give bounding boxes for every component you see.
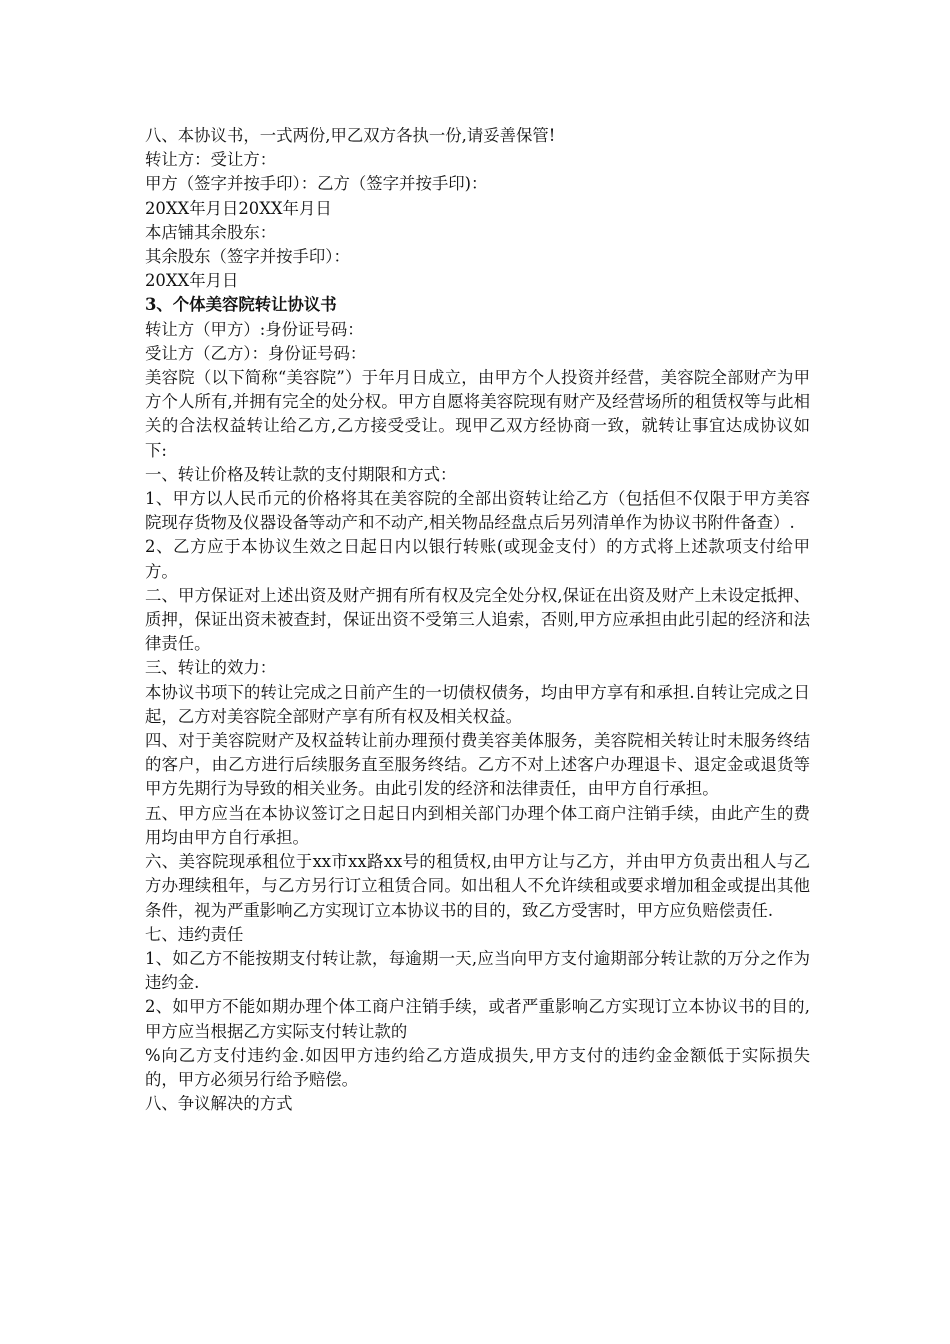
clause-7-heading: 七、违约责任 [145,924,244,944]
other-shareholders-signature: 其余股东（签字并按手印）： [145,247,350,267]
clause-4: 四、对于美容院财产及权益转让前办理预付费美容美体服务，美容院相关转让时未服务终结的客户，由乙方进行后续服务直至服务终结。乙方不对上述客户办理退卡、退定金或退货等甲方先期行为导致的相关业务。由此引发的经济和法律责任，由甲方自行承担。 [145,731,810,799]
clause-2: 二、甲方保证对上述出资及财产拥有所有权及完全处分权,保证在出资及财产上未设定抵押、质押，保证出资未被查封，保证出资不受第三人追索，否则,甲方应承担由此引起的经济和法律责任。 [145,585,810,654]
clause-1-item-1: 1、甲方以人民币元的价格将其在美容院的全部出资转让给乙方（包括但不仅限于甲方美容院现存货物及仪器设备等动产和不动产,相关物品经盘点后另列清单作为协议书附件备查）. [145,489,810,533]
clause-7-item-2: 2、如甲方不能如期办理个体工商户注销手续，或者严重影响乙方实现订立本协议书的目的,甲方应当根据乙方实际支付转让款的 [145,997,810,1041]
other-shareholders-label: 本店铺其余股东： [145,222,277,242]
clause-7-item-1: 1、如乙方不能按期支付转让款，每逾期一天,应当向甲方支付逾期部分转让款的万分之作为违约金. [145,948,810,993]
clause-6: 六、美容院现承租位于xx市xx路xx号的租赁权,由甲方让与乙方，并由甲方负责出租人与乙方办理续租年，与乙方另行订立租赁合同。如出租人不允许续租或要求增加租金或提出其他条件，视为严重影响乙方实现订立本协议书的目的，致乙方受害时，甲方应负赔偿责任. [145,852,810,920]
shareholder-date: 20XX年月日 [145,271,239,291]
clause-1-item-2: 2、乙方应于本协议生效之日起日内以银行转账(或现金支付）的方式将上述款项支付给甲方。 [145,537,810,581]
transferee-id: 受让方（乙方）：身份证号码： [145,343,367,363]
clause-3-heading: 三、转让的效力： [145,658,277,678]
clause-1-heading: 一、转让价格及转让款的支付期限和方式： [145,464,457,484]
party-signatures-label: 甲方（签字并按手印）：乙方（签字并按手印)： [145,174,488,194]
transferor-transferee-label: 转让方：受让方： [145,150,277,170]
signature-dates: 20XX年月日20XX年月日 [145,198,332,218]
clause-8-heading: 八、争议解决的方式 [145,1094,293,1114]
clause-copies: 八、本协议书，一式两份,甲乙双方各执一份,请妥善保管! [145,126,556,145]
document-body [145,124,810,1116]
clause-5: 五、甲方应当在本协议签订之日起日内到相关部门办理个体工商户注销手续，由此产生的费用均由甲方自行承担。 [145,803,810,847]
transferor-id: 转让方（甲方）:身份证号码： [145,319,364,339]
clause-7-item-2-continued: %向乙方支付违约金.如因甲方违约给乙方造成损失,甲方支付的违约金金额低于实际损失的，甲方必须另行给予赔偿。 [145,1045,810,1089]
section-heading: 3、个体美容院转让协议书 [145,295,337,315]
preamble-paragraph: 美容院（以下简称“美容院”）于年月日成立，由甲方个人投资并经营，美容院全部财产为甲方个人所有,并拥有完全的处分权。甲方自愿将美容院现有财产及经营场所的租赁权等与此相关的合法权益转让给乙方,乙方接受受让。现甲乙双方经协商一致，就转让事宜达成协议如下: [145,368,810,460]
clause-3-body: 本协议书项下的转让完成之日前产生的一切债权债务，均由甲方享有和承担.自转让完成之日起，乙方对美容院全部财产享有所有权及相关权益。 [145,682,810,726]
